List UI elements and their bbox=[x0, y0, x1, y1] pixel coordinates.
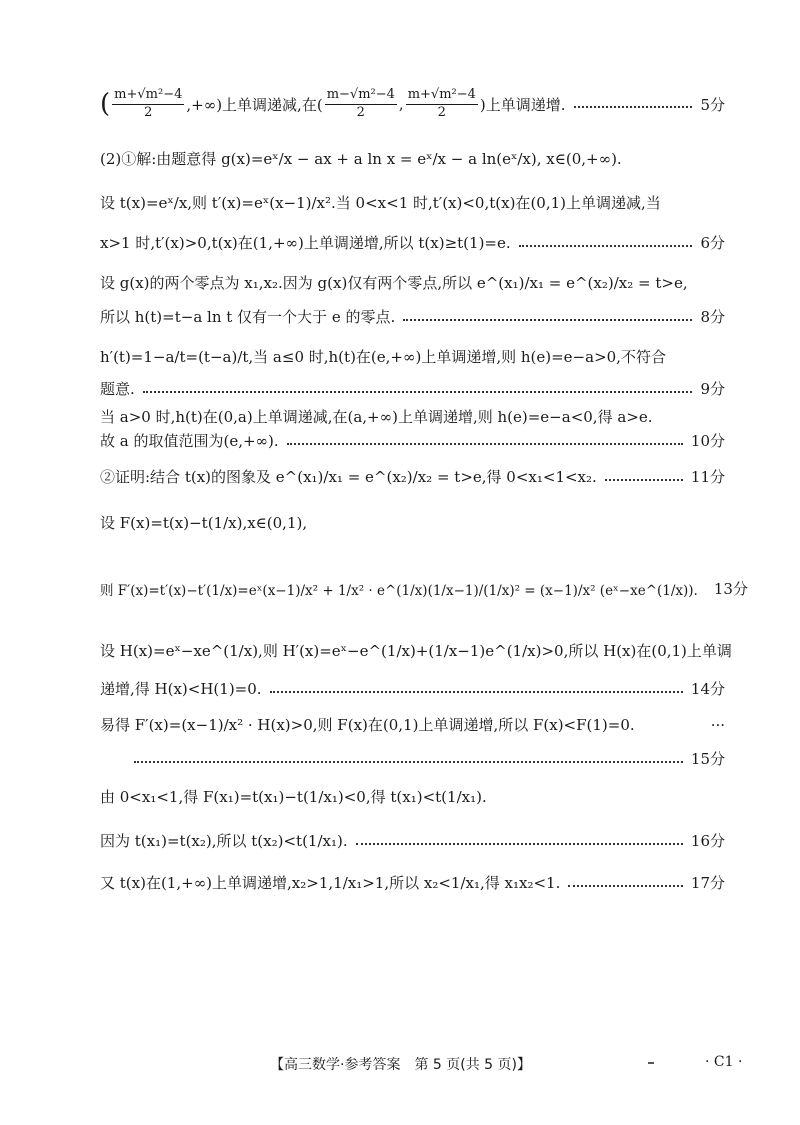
answer-line: 故 a 的取值范围为(e,+∞). 10分 bbox=[100, 432, 725, 450]
dot-leader bbox=[356, 843, 683, 845]
answer-line: 所以 h(t)=t−a ln t 仅有一个大于 e 的零点. 8分 bbox=[100, 308, 725, 326]
dot-leader bbox=[574, 106, 693, 108]
answer-line: h′(t)=1−a/t=(t−a)/t,当 a≤0 时,h(t)在(e,+∞)上单调递增,则 h(e)=e−a>0,不符合 bbox=[100, 348, 666, 366]
answer-line: 又 t(x)在(1,+∞)上单调递增,x₂>1,1/x₁>1,所以 x₂<1/x₁,得 x₁x₂<1. 17分 bbox=[100, 874, 725, 892]
dot-leader bbox=[134, 761, 683, 763]
answer-line: 当 a>0 时,h(t)在(0,a)上单调递减,在(a,+∞)上单调递增,则 h(e)=e−a<0,得 a>e. bbox=[100, 408, 653, 426]
score-label: 13分 bbox=[713, 580, 748, 598]
answer-line bbox=[100, 748, 725, 769]
dot-leader bbox=[519, 245, 693, 247]
dot-leader bbox=[270, 691, 683, 693]
score-label: 14分 bbox=[690, 680, 725, 698]
answer-line: 因为 t(x₁)=t(x₂),所以 t(x₂)<t(1/x₁). 16分 bbox=[100, 832, 725, 850]
score-label: 9分 bbox=[700, 380, 725, 398]
answer-line: ( $\frac{\text{m+√m²−4}}{2}$ ,+∞)上单调递减,在( $\frac{\text{m−√m²−4}}{2}$ , $\frac{\text{m+√m²−4}}{2}$ )上单调递增. 5分 bbox=[100, 87, 725, 120]
dot-leader bbox=[143, 391, 693, 393]
score-label: 6分 bbox=[700, 234, 725, 252]
dot-leader bbox=[568, 885, 683, 887]
answer-line: ②证明:结合 t(x)的图象及 e^(x₁)/x₁ = e^(x₂)/x₂ = t>e,得 0<x₁<1<x₂. 11分 bbox=[100, 468, 725, 486]
answer-line: 设 t(x)=eˣ/x,则 t′(x)=eˣ(x−1)/x².当 0<x<1 时,t′(x)<0,t(x)在(0,1)上单调递减,当 bbox=[100, 194, 661, 212]
score-label: 8分 bbox=[700, 308, 725, 326]
score-label: 11分 bbox=[690, 468, 725, 486]
footer-mark: · C1 · bbox=[705, 1054, 743, 1070]
fraction: $\frac{\text{m−√m²−4}}{2}$ bbox=[326, 87, 395, 120]
score-label: 5分 bbox=[700, 95, 725, 114]
answer-line: 易得 F′(x)=(x−1)/x² · H(x)>0,则 F(x)在(0,1)上单调递增,所以 F(x)<F(1)=0. ··· bbox=[100, 715, 725, 734]
answer-line: 题意. 9分 bbox=[100, 380, 725, 398]
dot-leader bbox=[287, 443, 683, 445]
fraction: $\frac{\text{m+√m²−4}}{2}$ bbox=[114, 87, 183, 120]
answer-line: 设 g(x)的两个零点为 x₁,x₂.因为 g(x)仅有两个零点,所以 e^(x₁)/x₁ = e^(x₂)/x₂ = t>e, bbox=[100, 274, 688, 292]
page-footer bbox=[0, 1054, 800, 1074]
answer-line: x>1 时,t′(x)>0,t(x)在(1,+∞)上单调递增,所以 t(x)≥t(1)=e. 6分 bbox=[100, 234, 725, 252]
answer-line: 由 0<x₁<1,得 F(x₁)=t(x₁)−t(1/x₁)<0,得 t(x₁)<t(1/x₁). bbox=[100, 788, 487, 806]
answer-line: 设 H(x)=eˣ−xe^(1/x),则 H′(x)=eˣ−e^(1/x)+(1/x−1)e^(1/x)>0,所以 H(x)在(0,1)上单调 bbox=[100, 642, 732, 660]
score-label: 16分 bbox=[690, 832, 725, 850]
answer-line: (2)①解:由题意得 g(x)=eˣ/x − ax + a ln x = eˣ/x − a ln(eˣ/x), x∈(0,+∞). bbox=[100, 150, 622, 168]
footer-label: 【高三数学·参考答案 第 5 页(共 5 页)】 bbox=[270, 1057, 531, 1073]
answer-line: 则 F′(x)=t′(x)−t′(1/x)=eˣ(x−1)/x² + 1/x² · e^(1/x)(1/x−1)/(1/x)² = (x−1)/x² (eˣ−xe^(1/x)). 13分 bbox=[100, 580, 748, 599]
score-label: 10分 bbox=[690, 432, 725, 450]
answer-line: 设 F(x)=t(x)−t(1/x),x∈(0,1), bbox=[100, 514, 308, 532]
dot-leader bbox=[403, 319, 692, 321]
score-label: 17分 bbox=[690, 874, 725, 892]
answer-line: 递增,得 H(x)<H(1)=0. 14分 bbox=[100, 680, 725, 698]
fraction: $\frac{\text{m+√m²−4}}{2}$ bbox=[407, 87, 476, 120]
score-label: 15分 bbox=[690, 750, 725, 768]
dot-leader bbox=[605, 479, 683, 481]
footer-dash bbox=[648, 1062, 654, 1064]
